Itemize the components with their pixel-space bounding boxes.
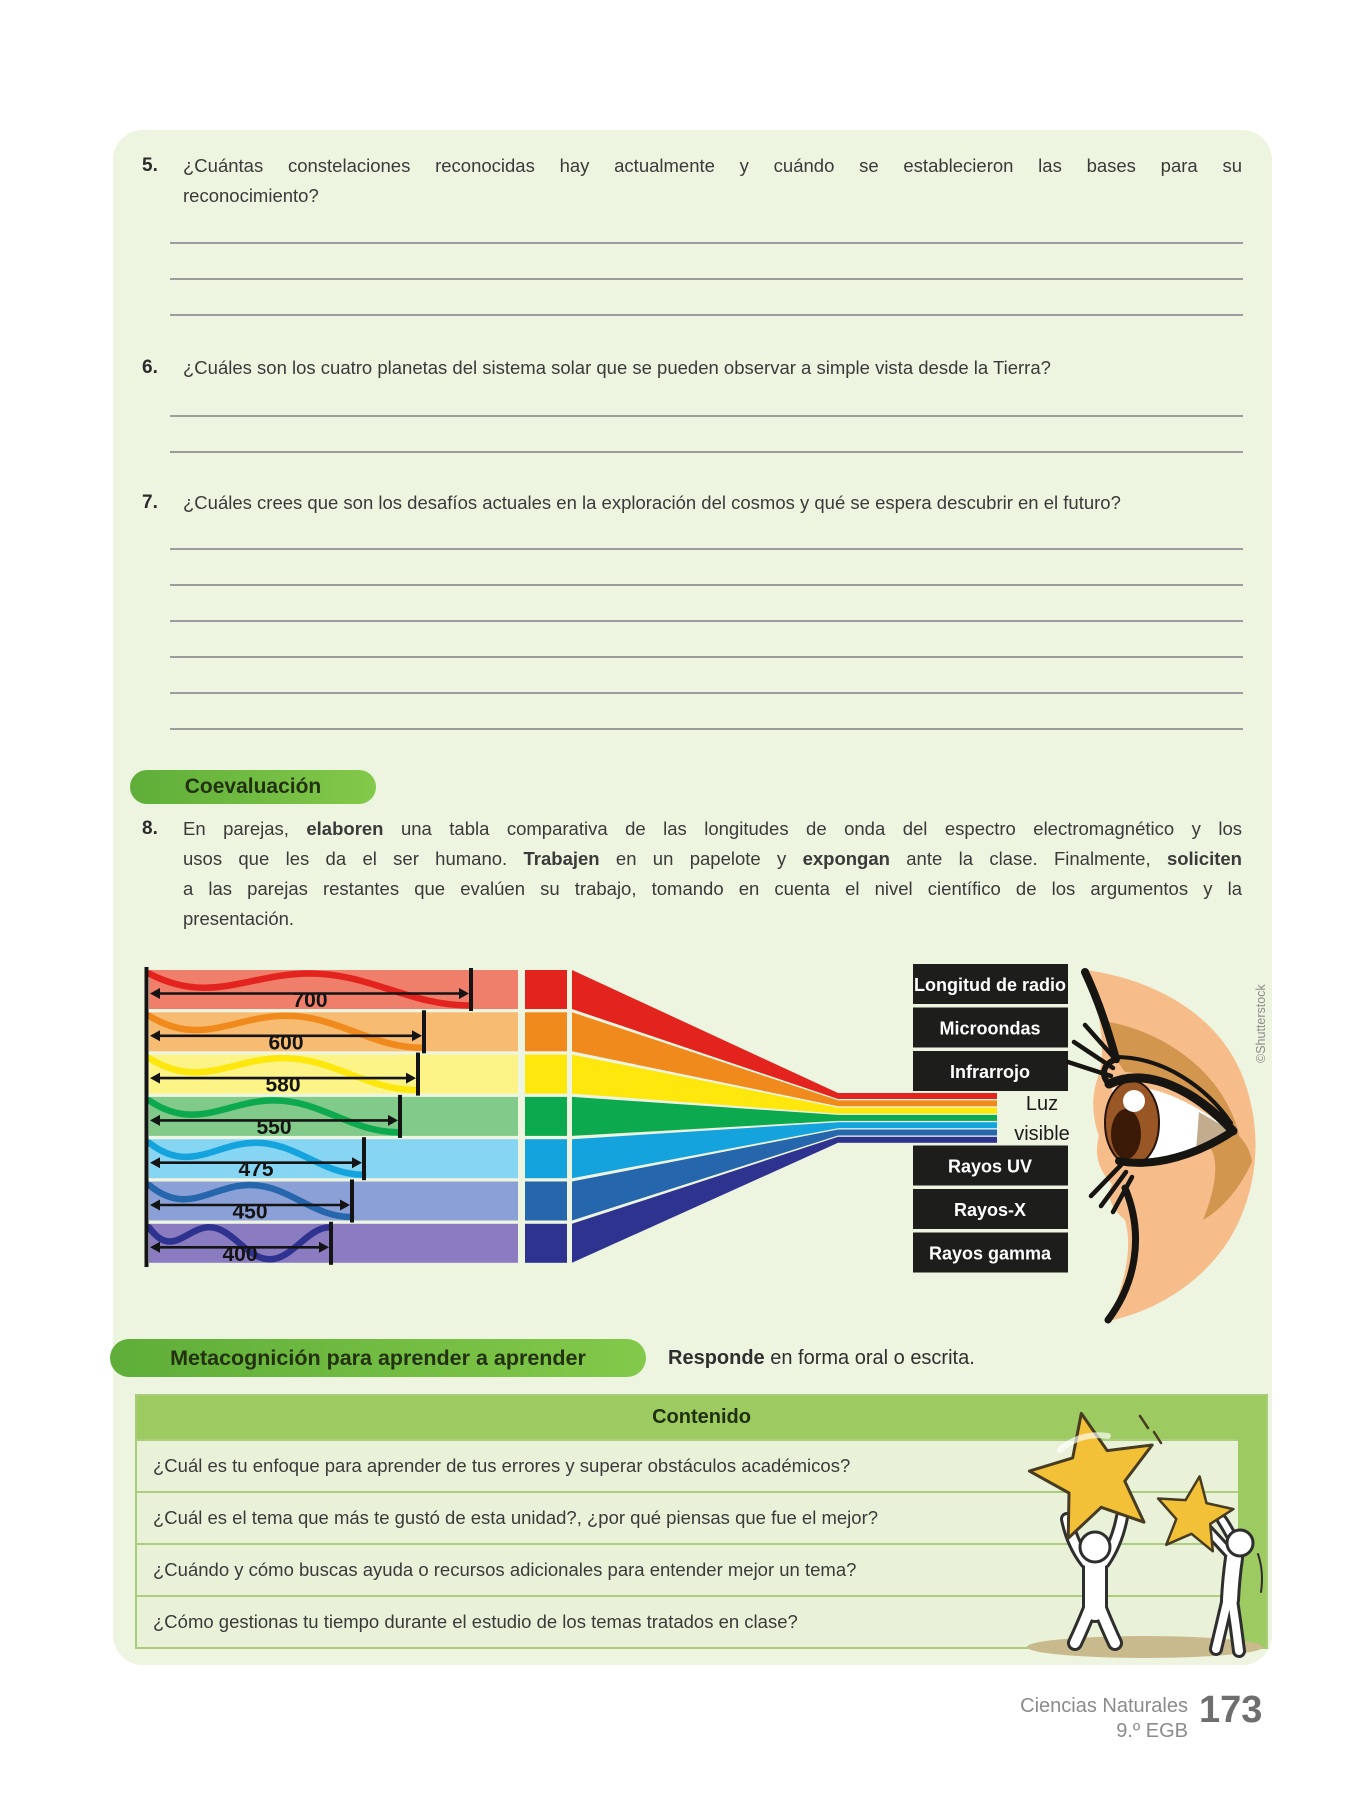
answer-line [170, 692, 1243, 694]
table-row: ¿Cuándo y cómo buscas ayuda o recursos adicionales para entender mejor un tema? [137, 1543, 1266, 1595]
answer-line [170, 314, 1243, 316]
footer-grade: 9.º EGB [1116, 1720, 1188, 1742]
svg-text:450: 450 [232, 1200, 268, 1224]
svg-text:Rayos gamma: Rayos gamma [928, 1243, 1052, 1264]
svg-text:Luz: Luz [1025, 1093, 1059, 1115]
question-5-text: ¿Cuántas constelaciones reconocidas hay actualmente y cuándo se establecieron las bases para su reconocimiento? [183, 155, 1242, 206]
svg-text:Longitud de radio: Longitud de radio [914, 975, 1066, 995]
page-number: 173 [1199, 1689, 1263, 1731]
svg-text:visible: visible [1014, 1123, 1070, 1145]
eye-pupil [1111, 1109, 1141, 1159]
star-motion-lines [1140, 1416, 1161, 1443]
answer-line [170, 656, 1243, 658]
question-7-number: 7. [142, 492, 158, 513]
answer-line [170, 451, 1243, 453]
footer-subject-name: Ciencias Naturales [1020, 1695, 1188, 1717]
svg-text:600: 600 [268, 1031, 304, 1055]
answer-line [170, 278, 1243, 280]
question-7-text: ¿Cuáles crees que son los desafíos actuales en la exploración del cosmos y qué se espera descubrir en el futuro? [183, 492, 1121, 513]
svg-text:Rayos UV: Rayos UV [947, 1156, 1033, 1177]
figure-small [1206, 1520, 1262, 1651]
footer-subject [1020, 1694, 1188, 1744]
stars-figures-illustration [1022, 1402, 1278, 1662]
figure-large [1067, 1517, 1122, 1643]
question-8-number: 8. [142, 818, 158, 839]
svg-text:Microondas: Microondas [939, 1018, 1041, 1039]
question-6-number: 6. [142, 357, 158, 378]
svg-text:400: 400 [222, 1242, 258, 1266]
question-6-text: ¿Cuáles son los cuatro planetas del sistema solar que se pueden observar a simple vista desde la Tierra? [183, 357, 1051, 378]
metacognicion-badge [110, 1339, 646, 1377]
eye-highlight [1123, 1090, 1145, 1112]
coevaluacion-badge [130, 770, 376, 804]
electromagnetic-spectrum-diagram [113, 960, 1273, 1340]
svg-text:700: 700 [292, 989, 328, 1012]
coevaluacion-badge-label: Coevaluación [184, 775, 322, 798]
table-row: ¿Cuál es tu enfoque para aprender de tus errores y superar obstáculos académicos? [137, 1439, 1266, 1491]
illustration-shadow [1027, 1636, 1263, 1658]
eye-illustration [1068, 970, 1256, 1321]
answer-line [170, 728, 1243, 730]
answer-line [170, 242, 1243, 244]
svg-text:475: 475 [238, 1158, 274, 1182]
svg-text:Infrarrojo: Infrarrojo [949, 1062, 1031, 1082]
metacognicion-badge-label: Metacognición para aprender a aprender [170, 1345, 586, 1370]
svg-text:Rayos-X: Rayos-X [953, 1200, 1027, 1220]
question-5-number: 5. [142, 155, 158, 176]
svg-text:580: 580 [265, 1073, 301, 1097]
svg-text:550: 550 [256, 1115, 292, 1139]
answer-line [170, 584, 1243, 586]
responde-instruction: Responde en forma oral o escrita. [668, 1347, 975, 1369]
answer-line [170, 548, 1243, 550]
table-row: ¿Cuál es el tema que más te gustó de esta unidad?, ¿por qué piensas que fue el mejor? [137, 1491, 1266, 1543]
answer-line [170, 620, 1243, 622]
svg-text:©Shutterstock: ©Shutterstock [1254, 984, 1268, 1063]
star-large [1029, 1413, 1152, 1538]
table-row: ¿Cómo gestionas tu tiempo durante el estudio de los temas tratados en clase? [137, 1595, 1266, 1647]
contenido-table-header: Contenido [137, 1396, 1266, 1439]
answer-line [170, 415, 1243, 417]
question-8-text: En parejas, elaboren una tabla comparativa de las longitudes de onda del espectro electromagnético y los usos que les da el ser humano. Trabajen en un papelote y expongan ante la clase. Finalmente, soliciten a las parejas restantes que evalúen su trabajo, tomando en cuenta el nivel científico de los argumentos y la presentación. [183, 818, 1242, 929]
